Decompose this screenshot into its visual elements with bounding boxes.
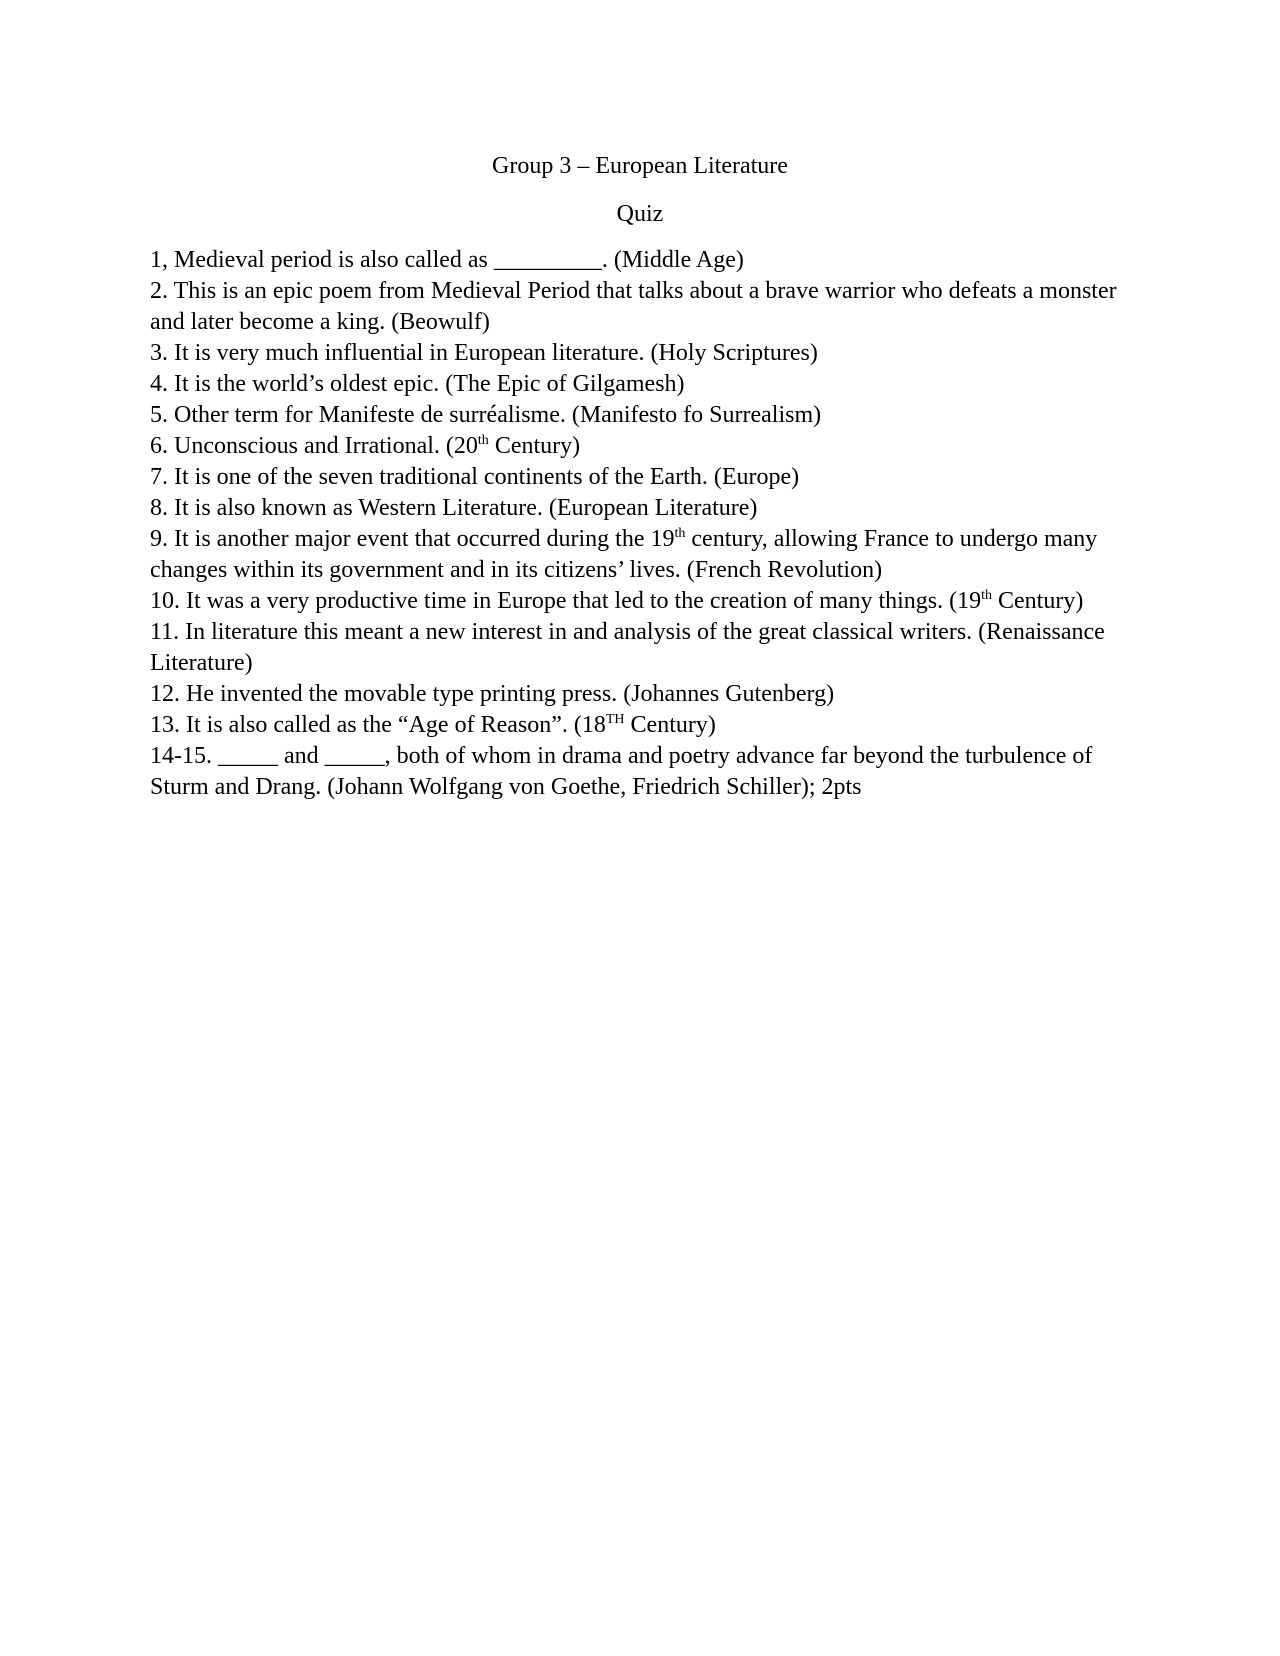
question-14-15: 14-15. _____ and _____, both of whom in drama and poetry advance far beyond the turbulence of Sturm and Drang. (Johann Wolfgang von Goethe, Friedrich Schiller); 2pts — [150, 743, 1093, 800]
question-6-text: 6. Unconscious and Irrational. (20 — [150, 433, 478, 459]
question-6-superscript: th — [477, 433, 489, 448]
question-3: 3. It is very much influential in European literature. (Holy Scriptures) — [150, 340, 818, 366]
question-13 — [150, 710, 1130, 741]
question-6-text-end: Century) — [488, 433, 581, 459]
document-subtitle: Quiz — [616, 201, 664, 227]
question-11: 11. In literature this meant a new interest in and analysis of the great classical writers. (Renaissance Literature) — [150, 619, 1105, 676]
question-8: 8. It is also known as Western Literature. (European Literature) — [150, 495, 758, 521]
question-1: 1, Medieval period is also called as _________. (Middle Age) — [150, 247, 744, 273]
question-4: 4. It is the world’s oldest epic. (The Epic of Gilgamesh) — [150, 371, 685, 397]
question-2: 2. This is an epic poem from Medieval Period that talks about a brave warrior who defeats a monster and later become a king. (Beowulf) — [150, 278, 1117, 335]
question-list — [150, 245, 1130, 803]
question-9 — [150, 524, 1130, 586]
question-13-text-end: Century) — [624, 712, 716, 738]
question-10-superscript: th — [981, 588, 992, 603]
question-13-text: 13. It is also called as the “Age of Reason”. (18 — [150, 712, 606, 738]
question-12: 12. He invented the movable type printing press. (Johannes Gutenberg) — [150, 681, 835, 707]
document-title: Group 3 – European Literature — [492, 153, 788, 179]
question-9-superscript: th — [674, 526, 686, 541]
question-13-superscript: TH — [605, 712, 625, 727]
question-9-text-end: century, allowing France to undergo many changes within its government and in its citizens’ lives. (French Revolution) — [150, 526, 1098, 583]
question-6 — [150, 431, 1130, 462]
question-10-text-end: Century) — [992, 588, 1084, 614]
question-9-text: 9. It is another major event that occurred during the 19 — [150, 526, 675, 552]
question-10-text: 10. It was a very productive time in Europe that led to the creation of many things. (19 — [150, 588, 982, 614]
question-7: 7. It is one of the seven traditional continents of the Earth. (Europe) — [150, 464, 800, 490]
question-10 — [150, 586, 1130, 617]
question-5: 5. Other term for Manifeste de surréalisme. (Manifesto fo Surrealism) — [150, 402, 822, 428]
